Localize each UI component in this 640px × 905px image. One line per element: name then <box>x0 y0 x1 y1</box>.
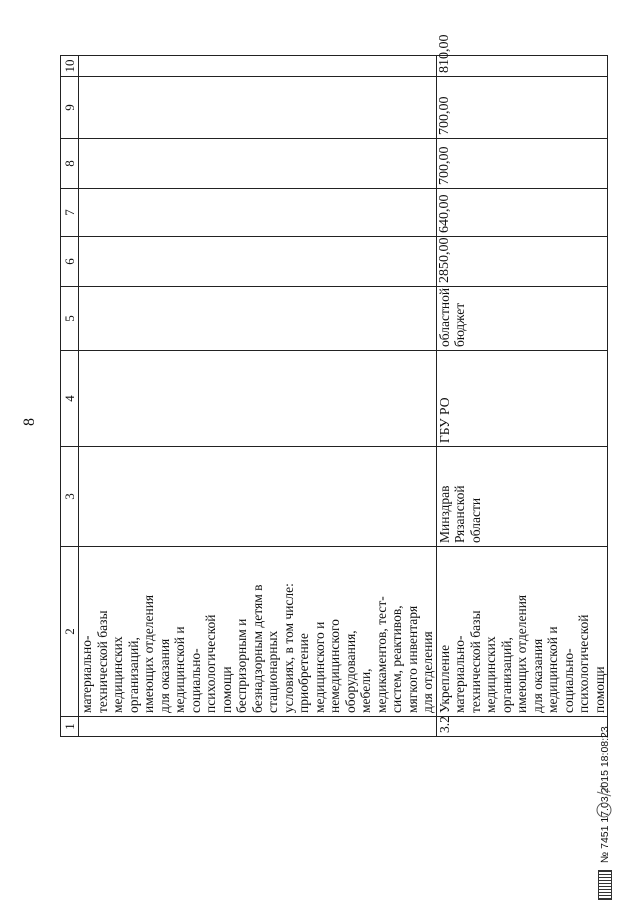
row2-desc-line: психологической <box>576 614 591 713</box>
page-number: 8 <box>21 418 38 426</box>
row1-desc-line: систем, реактивов, <box>389 605 404 713</box>
row2-desc-line: помощи <box>591 666 607 713</box>
table-row <box>79 56 437 737</box>
row1-desc-line: беспризорным и <box>234 618 249 713</box>
barcode-icon <box>598 870 612 900</box>
row1-desc-line: для отделения <box>420 631 435 713</box>
header-cell-6: 6 <box>61 237 79 287</box>
row2-executor: ГБУ РО <box>436 351 608 447</box>
header-row <box>61 56 79 737</box>
row1-desc-line: немедицинского <box>327 619 342 713</box>
header-cell-8: 8 <box>61 139 79 189</box>
header-cell-3: 3 <box>61 447 79 547</box>
row1-desc-line: медицинской и <box>172 626 187 713</box>
row1-col7 <box>79 189 437 237</box>
row1-col8 <box>79 139 437 189</box>
row1-desc-line: медицинского и <box>311 621 327 713</box>
row1-desc-line: медикаментов, тест- <box>373 596 389 713</box>
row2-funding-line: областной <box>436 287 452 347</box>
registration-stamp <box>590 600 624 900</box>
row2-description <box>436 547 608 717</box>
row1-desc-line: медицинских <box>110 636 125 713</box>
row1-desc-line: помощи <box>218 666 234 713</box>
row1-desc-line: стационарных <box>265 630 280 713</box>
row1-col5 <box>79 287 437 351</box>
row2-year-2: 700,00 <box>436 139 608 189</box>
row1-col1 <box>79 717 437 737</box>
row2-desc-line: имеющих отделения <box>514 594 529 713</box>
row1-desc-line: безнадзорным детям в <box>249 584 265 713</box>
header-cell-7: 7 <box>61 189 79 237</box>
seal-mark-icon <box>592 780 620 820</box>
row2-desc-line: организаций, <box>498 637 514 713</box>
row2-responsible-line: области <box>467 497 483 543</box>
row1-col6 <box>79 237 437 287</box>
row2-funding-source <box>436 287 608 351</box>
row2-desc-line: медицинской и <box>545 626 560 713</box>
row1-desc-line: технической базы <box>94 610 110 713</box>
registration-text: № 7451 17.03.2015 18:08:23 <box>598 726 611 864</box>
row2-desc-line: материально- <box>452 635 467 713</box>
program-table <box>60 34 608 737</box>
row1-col3 <box>79 447 437 547</box>
row1-desc-line: мягкого инвентаря <box>404 605 420 713</box>
row1-desc-line: оборудования, <box>342 630 358 713</box>
row2-total: 2850,00 <box>436 237 608 287</box>
row2-responsible-line: Рязанской <box>452 485 467 543</box>
header-cell-9: 9 <box>61 77 79 139</box>
header-cell-10: 10 <box>61 56 79 77</box>
row1-col9 <box>79 77 437 139</box>
row1-desc-line: материально- <box>79 635 94 713</box>
row2-desc-line: социально- <box>560 648 576 713</box>
row1-desc-line: имеющих отделения <box>141 594 156 713</box>
row2-year-4: 810,00 <box>436 56 608 77</box>
row1-desc-line: психологической <box>203 614 218 713</box>
row1-desc-line: приобретение <box>296 633 311 713</box>
row2-funding-line: бюджет <box>452 302 467 347</box>
row2-responsible-line: Минздрав <box>436 485 452 543</box>
header-cell-5: 5 <box>61 287 79 351</box>
header-cell-2: 2 <box>61 547 79 717</box>
row2-year-3: 700,00 <box>436 77 608 139</box>
header-cell-4: 4 <box>61 351 79 447</box>
header-cell-1: 1 <box>61 717 79 737</box>
row1-desc-line: мебели, <box>358 668 373 713</box>
row1-desc-line: условиях, в том числе: <box>280 583 296 713</box>
row2-desc-line: Укрепление <box>436 644 452 713</box>
row1-description <box>79 547 437 717</box>
row1-desc-line: для оказания <box>156 638 172 713</box>
row2-desc-line: для оказания <box>529 638 545 713</box>
row1-col10 <box>79 56 437 77</box>
row2-year-1: 640,00 <box>436 189 608 237</box>
row2-responsible <box>436 447 608 547</box>
row1-desc-line: социально- <box>187 648 203 713</box>
table-row <box>436 56 608 737</box>
rotated-table-wrapper <box>60 34 607 737</box>
row2-number: 3.2 <box>436 717 608 737</box>
row1-col4 <box>79 351 437 447</box>
row1-desc-line: организаций, <box>125 637 141 713</box>
row2-desc-line: технической базы <box>467 610 483 713</box>
row2-desc-line: медицинских <box>483 636 498 713</box>
